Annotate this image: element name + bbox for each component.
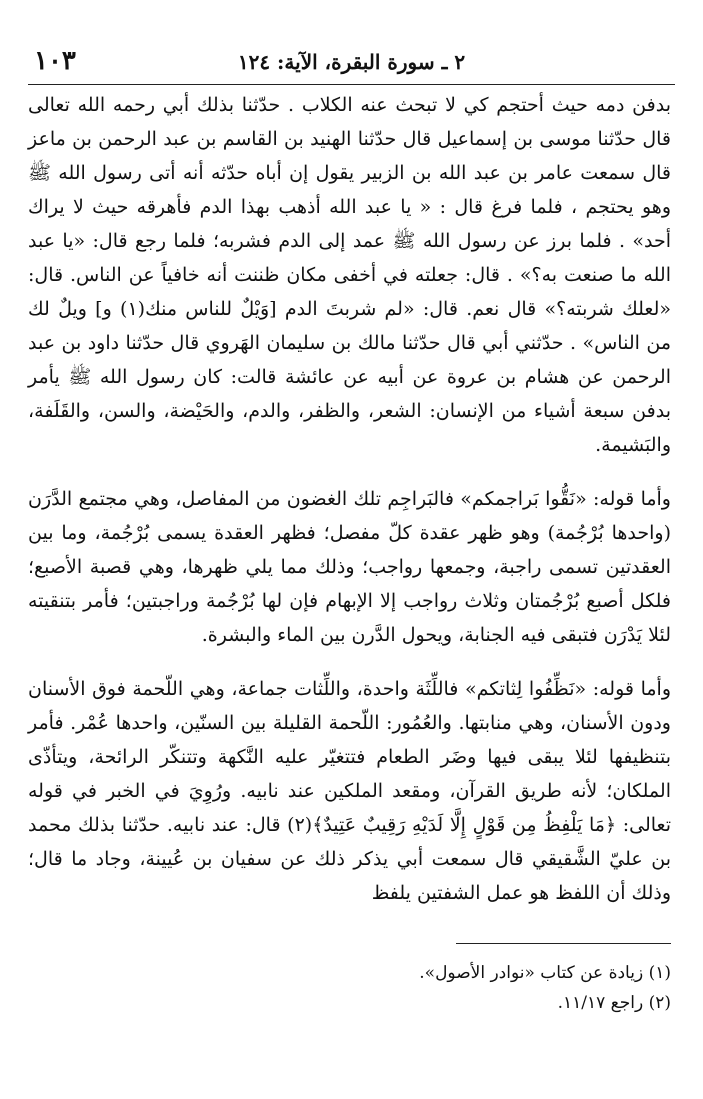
paragraph: وأما قوله: «نَظِّفُوا لِثاتكم» فاللِّثَة واحدة، واللِّثات جماعة، وهي اللّحمة فوق الأسنان ودون الأسنان، وهي منابتها. والعُمُور: اللّحمة القليلة بين السنّين، واحدها عُمْر. فأمر بتنظيفها لئلا يبقى فيها وضَر الطعام فتتغيّر عليه النَّكهة وتتنكّر الرائحة، ويتأذّى الملكان؛ لأنه طريق القرآن، ومقعد الملكين عند نابيه. ورُوِيَ في الخبر في قوله تعالى: ﴿مَا يَلْفِظُ مِن قَوْلٍ إِلَّا لَدَيْهِ رَقِيبٌ عَتِيدٌ﴾(٢) قال: عند نابيه. حدّثنا بذلك محمد بن عليّ الشَّقيقي قال سمعت أبي يذكر ذلك عن سفيان بن عُيينة، وجاد ما قال؛ وذلك أن اللفظ هو عمل الشفتين يلفظ (28, 678, 671, 904)
page-number: ١٠٣ (34, 46, 76, 76)
running-title: ٢ ـ سورة البقرة، الآية: ١٢٤ (237, 50, 466, 74)
footnote: (٢) راجع ١١/١٧. (557, 993, 671, 1013)
footnotes (28, 958, 671, 1018)
footnote: (١) زيادة عن كتاب «نوادر الأصول». (419, 963, 671, 983)
page-header (28, 44, 675, 85)
footnote-divider (456, 943, 671, 944)
body-text (28, 88, 671, 930)
paragraph: بدفن دمه حيث أحتجم كي لا تبحث عنه الكلاب . حدّثنا بذلك أبي رحمه الله تعالى قال حدّثنا موسى بن إسماعيل قال حدّثنا الهنيد بن القاسم بن عبد الرحمن بن ماعز قال سمعت عامر بن عبد الله بن الزبير يقول إن أباه حدّثه أنه أتى رسول الله ﷺ وهو يحتجم ، فلما فرغ قال : « يا عبد الله أذهب بهذا الدم فأهرقه حيث لا يراك أحد» . فلما برز عن رسول الله ﷺ عمد إلى الدم فشربه؛ فلما رجع قال: «يا عبد الله ما صنعت به؟» . قال: جعلته في أخفى مكان ظننت أنه خافياً عن الناس. قال: «لعلك شربته؟» قال نعم. قال: «لم شربتَ الدم [وَيْلٌ للناس منك(١) و] ويلٌ لك من الناس» . حدّثني أبي قال حدّثنا مالك بن سليمان الهَروي قال حدّثنا داود بن عبد الرحمن عن هشام بن عروة عن أبيه عن عائشة قالت: كان رسول الله ﷺ يأمر بدفن سبعة أشياء من الإنسان: الشعر، والظفر، والدم، والحَيْضة، والسن، والقَلَفة، والبَشيمة. (28, 94, 671, 456)
paragraph: وأما قوله: «نَقُّوا بَراجمكم» فالبَراجِم تلك الغضون من المفاصل، وهي مجتمع الدَّرَن (واحدها بُرْجُمة) وهو ظهر عقدة كلّ مفصل؛ فظهر العقدة يسمى بُرْجُمة، وما بين العقدتين تسمى راجبة، وجمعها رواجب؛ وذلك مما يلي ظهرها، وهي قصبة الأصبع؛ فلكل أصبع بُرْجُمتان وثلاث رواجب إلا الإبهام فإن لها بُرْجُمة وراجبتين؛ فأمر بتنقيته لئلا يَدْرَن فتبقى فيه الجنابة، ويحول الدَّرن بين الماء والبشرة. (28, 488, 671, 646)
